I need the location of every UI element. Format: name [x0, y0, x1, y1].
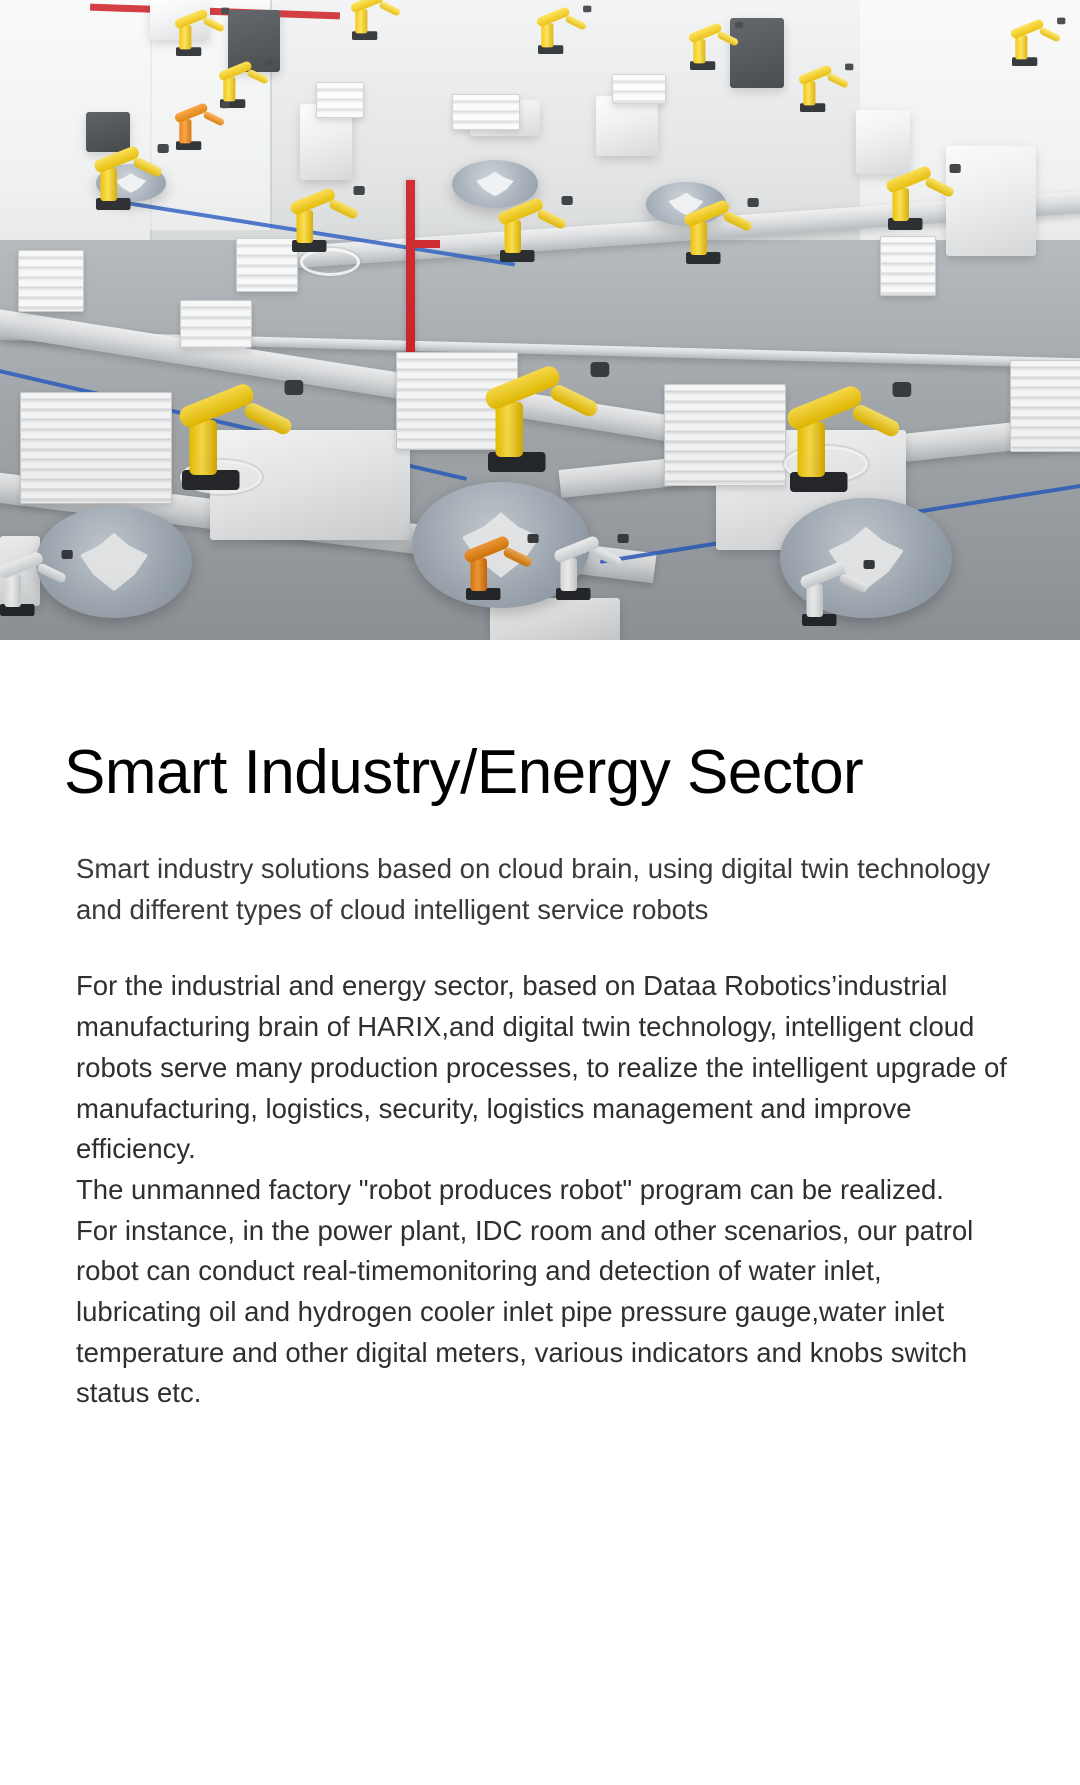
article-subtitle: Smart industry solutions based on cloud brain, using digital twin technology and different types of cloud intelligent service robots: [76, 853, 991, 925]
product-tray: [1010, 360, 1080, 452]
turntable: [452, 160, 538, 208]
product-tray: [880, 236, 936, 296]
product-tray: [18, 250, 84, 312]
turntable: [36, 506, 192, 618]
product-tray: [20, 392, 172, 504]
article-paragraph: The unmanned factory "robot produces robot" program can be realized.: [76, 1173, 944, 1205]
product-tray: [452, 94, 520, 130]
product-tray: [180, 300, 252, 348]
article-body: [0, 930, 1080, 1414]
article-content: [0, 640, 1080, 1414]
product-tray: [612, 74, 666, 104]
article-paragraph: For instance, in the power plant, IDC room and other scenarios, our patrol robot can conduct real-timemonitoring and detection of water inlet, lubricating oil and hydrogen cooler inlet pipe pressure gauge,water inlet temperature and other digital meters, various indicators and knobs switch status etc.: [76, 1214, 974, 1409]
machine-cabinet: [596, 96, 658, 156]
product-tray: [316, 82, 364, 118]
machine-cabinet: [856, 110, 910, 174]
hero-image: [0, 0, 1080, 640]
machine-cabinet: [730, 18, 784, 88]
article-paragraph: For the industrial and energy sector, based on Dataa Robotics’industrial manufacturing brain of HARIX,and digital twin technology, intelligent cloud robots serve many production processes, to realize the intelligent upgrade of manufacturing, logistics, security, logistics management and improve efficiency.: [76, 970, 1007, 1165]
product-tray: [664, 384, 786, 486]
floor-marker-ring: [300, 248, 360, 276]
factory-scene: [0, 0, 1080, 640]
machine-cabinet: [86, 112, 130, 152]
product-tray: [236, 238, 298, 292]
machine-cabinet: [946, 146, 1036, 256]
page-title: Smart Industry/Energy Sector: [64, 738, 864, 807]
